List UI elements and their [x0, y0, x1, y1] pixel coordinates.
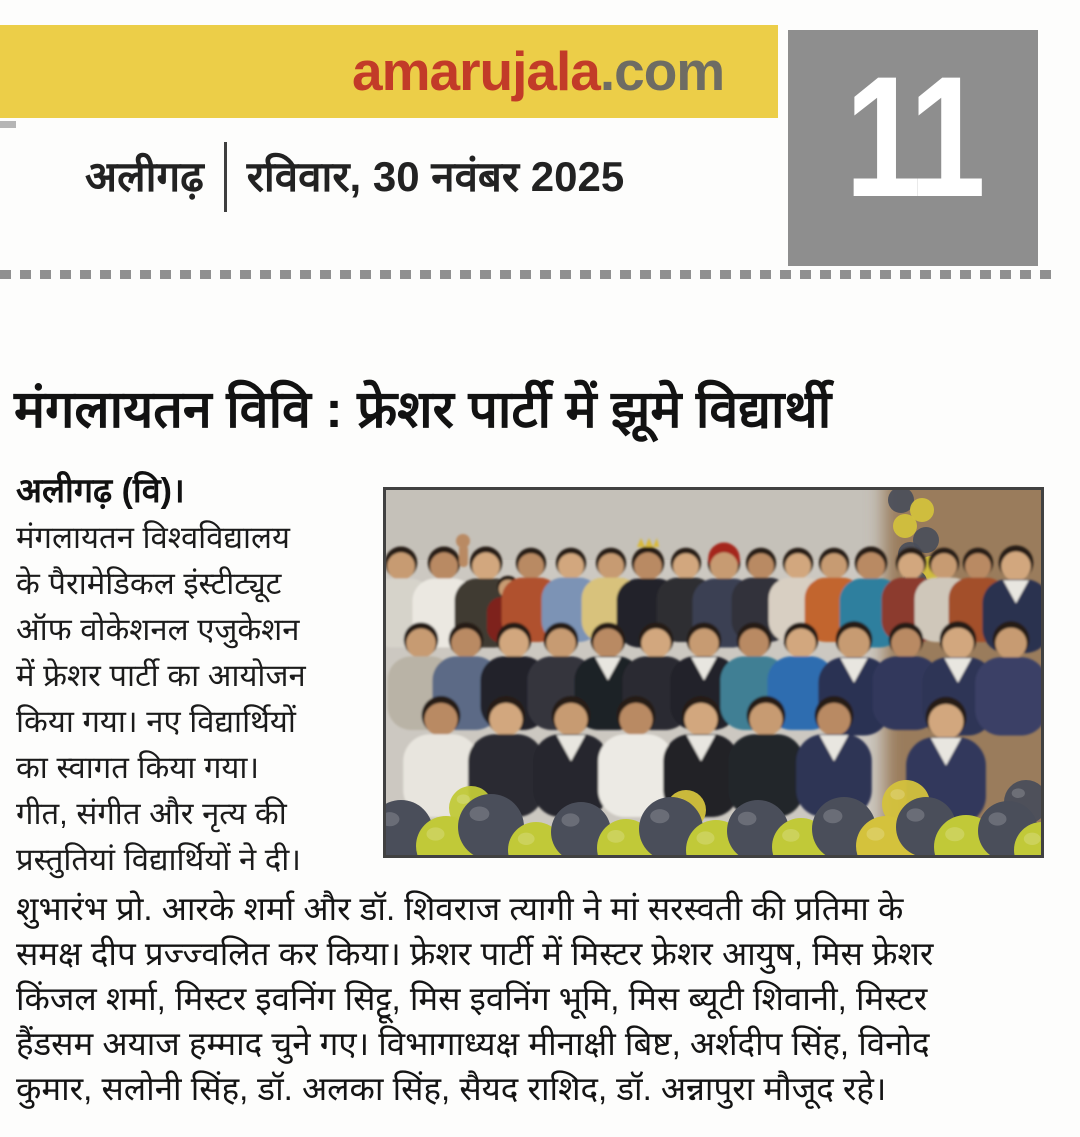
left-column-line: गीत, संगीत और नृत्य की [16, 796, 287, 831]
brand-logo-tld: .com [599, 39, 725, 102]
edition-name: अलीगढ़ [85, 153, 204, 200]
left-column-line: किया गया। नए विद्यार्थियों [16, 704, 296, 739]
edition-date-row [85, 142, 624, 212]
group-photo-illustration [386, 490, 1041, 855]
body-line: शुभारंभ प्रो. आरके शर्मा और डॉ. शिवराज त्यागी ने मां सरस्वती की प्रतिमा के [16, 890, 904, 927]
body-line: किंजल शर्मा, मिस्टर इवनिंग सिट्टू, मिस इवनिंग भूमि, मिस ब्यूटी शिवानी, मिस्टर [16, 980, 928, 1017]
left-column-line: में फ्रेशर पार्टी का आयोजन [16, 658, 306, 693]
article-dateline: अलीगढ़ (वि)। [16, 472, 185, 510]
article-photo [383, 487, 1044, 858]
article-left-column [16, 467, 382, 883]
left-column-line: ऑफ वोकेशनल एजुकेशन [16, 612, 300, 647]
left-column-line: के पैरामेडिकल इंस्टीट्यूट [16, 566, 282, 601]
left-column-line: प्रस्तुतियां विद्यार्थियों ने दी। [16, 842, 302, 877]
article-headline: मंगलायतन विवि : फ्रेशर पार्टी में झूमे विद्यार्थी [14, 381, 832, 439]
article-body-paragraph [16, 886, 1074, 1111]
body-line: हैंडसम अयाज हम्माद चुने गए। विभागाध्यक्ष मीनाक्षी बिष्ट, अर्शदीप सिंह, विनोद [16, 1025, 930, 1062]
print-registration-mark [0, 121, 16, 128]
page-number: 11 [845, 41, 981, 233]
body-line: समक्ष दीप प्रज्ज्वलित कर किया। फ्रेशर पार्टी में मिस्टर फ्रेशर आयुष, मिस फ्रेशर [16, 935, 934, 972]
brand-logo [352, 36, 724, 106]
publication-date: रविवार, 30 नवंबर 2025 [246, 153, 625, 200]
left-column-line: का स्वागत किया गया। [16, 750, 260, 785]
left-column-line: मंगलायतन विश्वविद्यालय [16, 520, 291, 555]
vertical-divider [224, 142, 227, 212]
dashed-separator [0, 270, 1058, 279]
body-line: कुमार, सलोनी सिंह, डॉ. अलका सिंह, सैयद राशिद, डॉ. अन्नापुरा मौजूद रहे। [16, 1070, 887, 1107]
page-number-box [788, 30, 1038, 266]
brand-logo-main: amarujala [352, 39, 600, 102]
article-left-column-lines [16, 515, 382, 883]
